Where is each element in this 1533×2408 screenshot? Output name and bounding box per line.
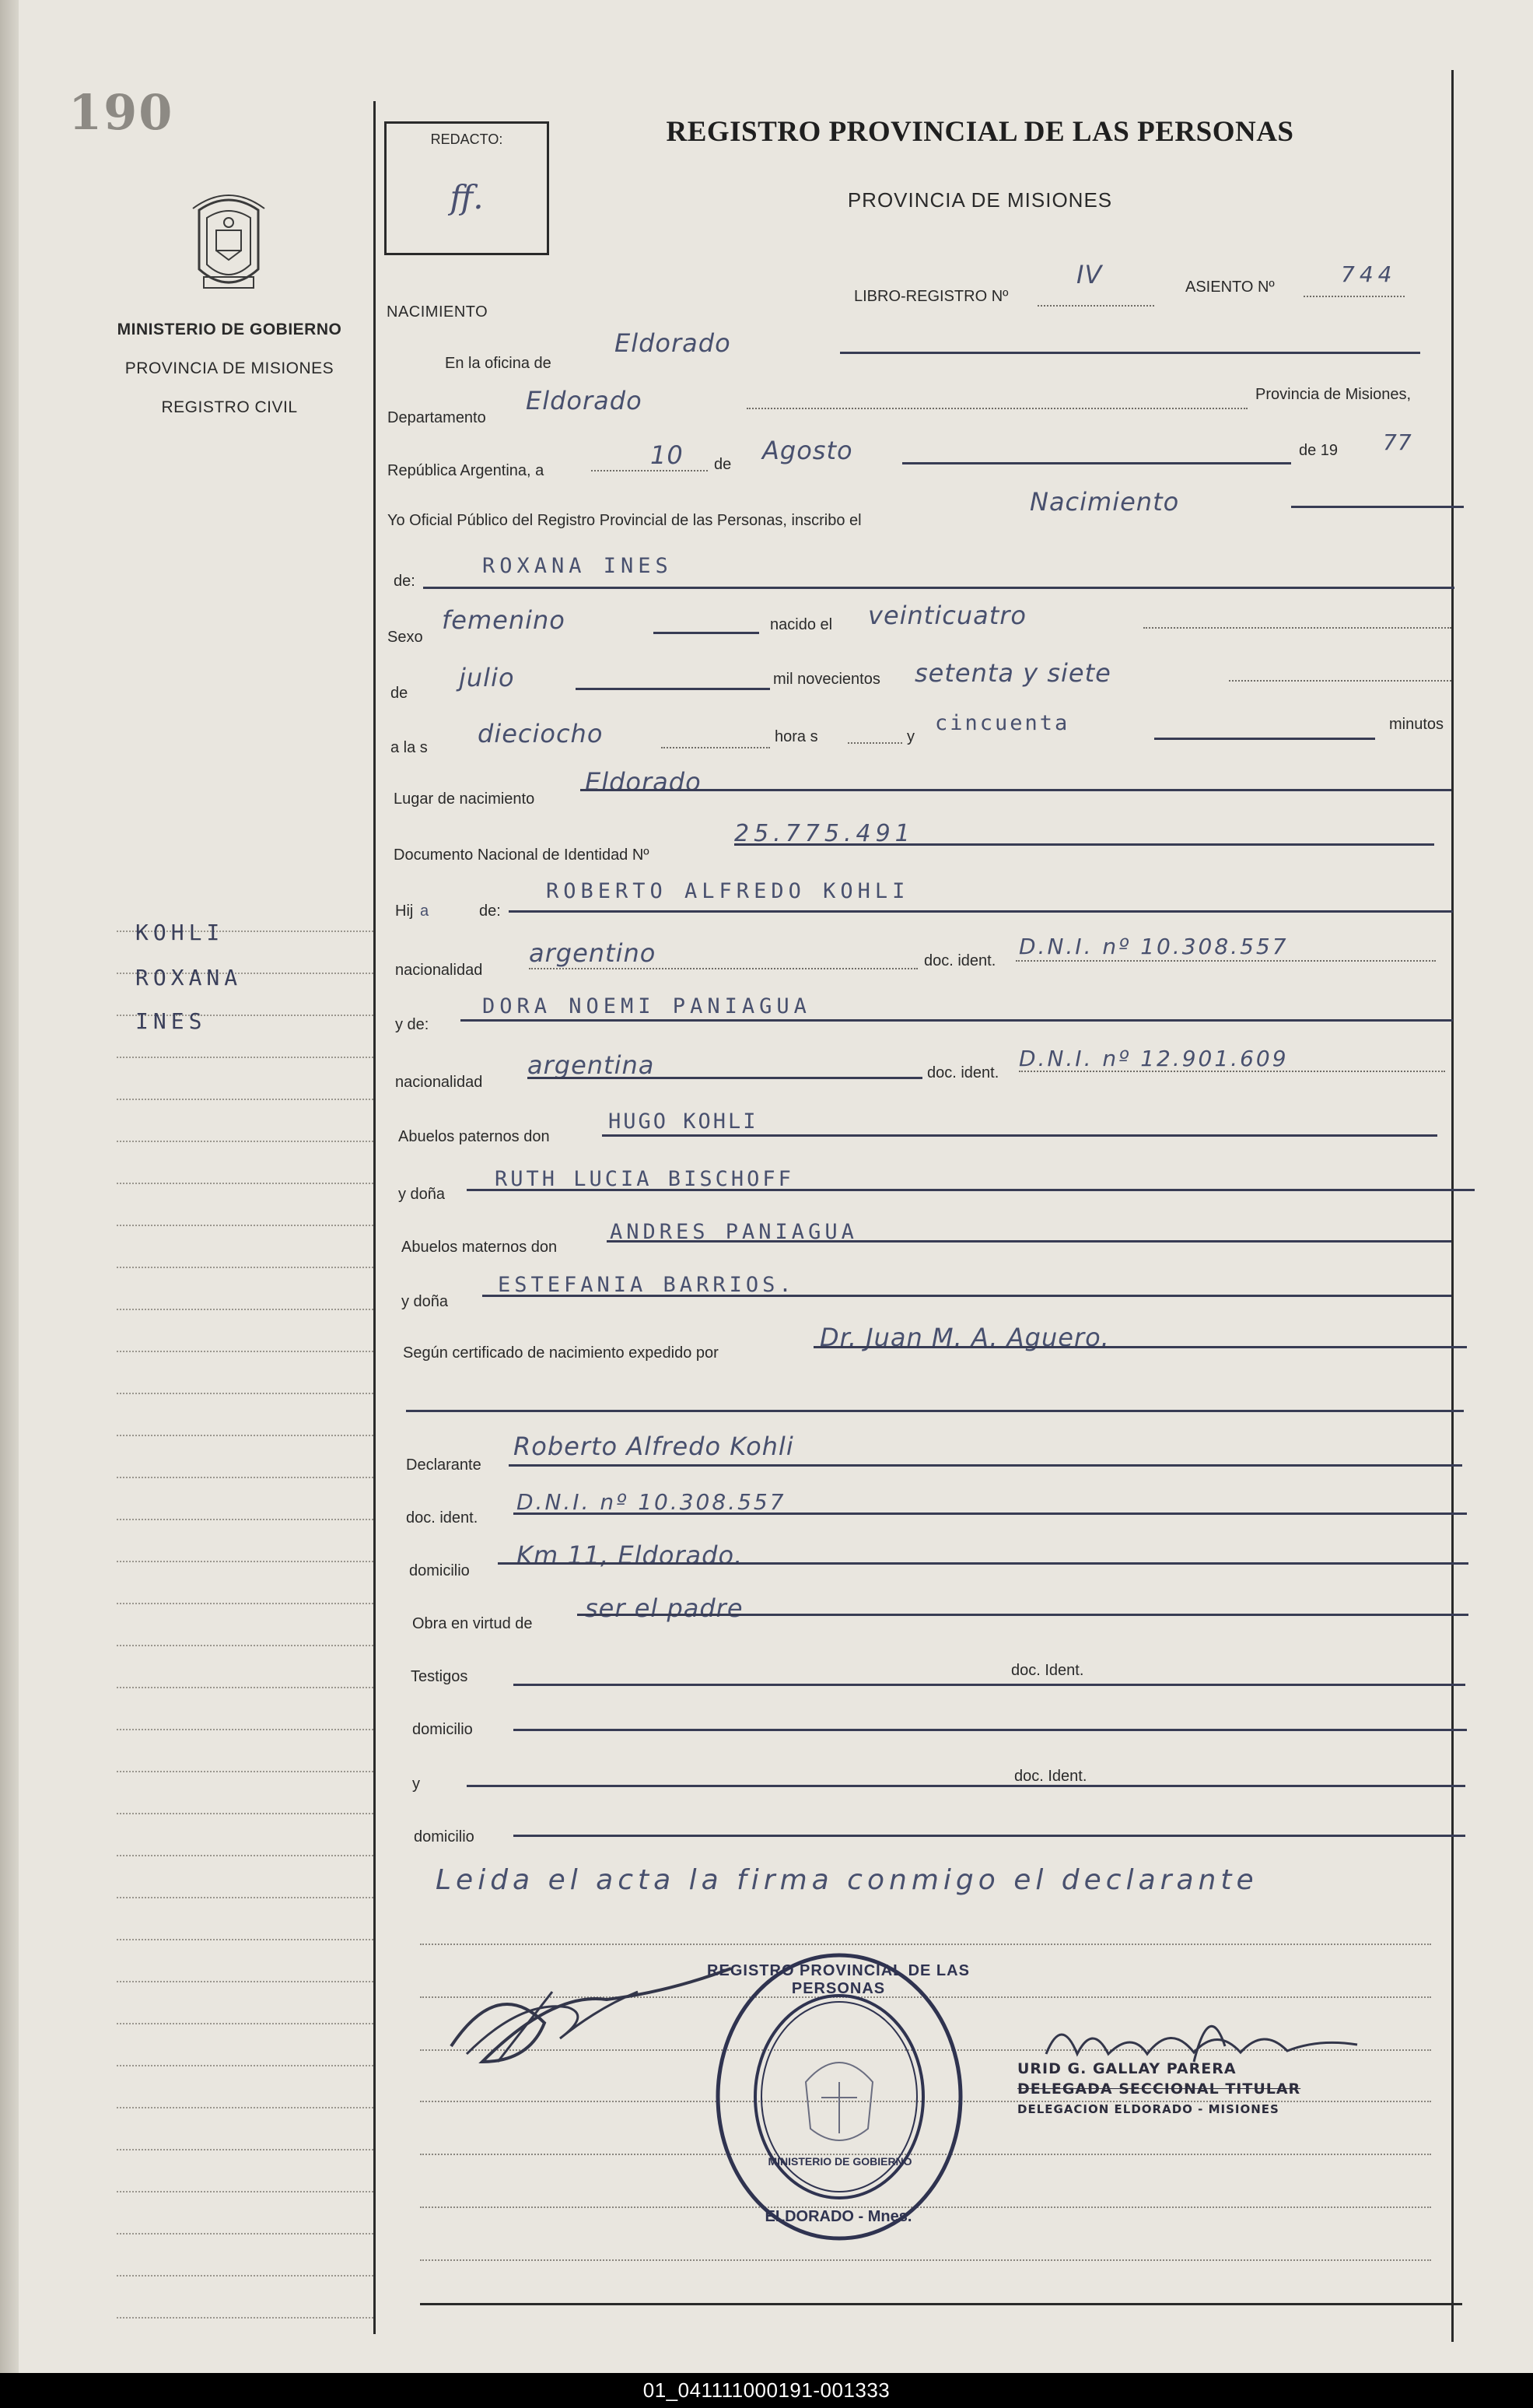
certificado-line-2 (406, 1410, 1464, 1412)
madre-label: y de: (395, 1016, 429, 1033)
testigos-label: Testigos (411, 1668, 468, 1685)
abuela-pat-label: y doña (398, 1186, 446, 1203)
libro-dots (1038, 305, 1154, 307)
abuelos-pat-value: HUGO KOHLI (608, 1109, 758, 1134)
province-heading: PROVINCIA DE MISIONES (124, 359, 334, 377)
obra-label: Obra en virtud de (412, 1615, 533, 1632)
registry-subtitle: PROVINCIA DE MISIONES (847, 188, 1113, 212)
abuelos-pat-line (602, 1134, 1437, 1137)
testigos-line (513, 1684, 1465, 1686)
doc-madre-dots (1019, 1071, 1445, 1072)
departamento-suffix: Provincia de Misiones, (1255, 386, 1412, 403)
domicilio-label: domicilio (409, 1562, 470, 1579)
nac-padre-label: nacionalidad (395, 962, 483, 979)
padre-gender-suffix: a (420, 903, 429, 920)
bottom-rule (420, 2303, 1462, 2305)
mil-dots (1229, 680, 1451, 682)
coat-of-arms-icon (177, 185, 280, 302)
oficina-line (840, 352, 1420, 354)
dom2-line (513, 1729, 1467, 1731)
redacto-label: REDACTO: (430, 131, 503, 147)
footer-id: 01_041111000191-001333 (0, 2373, 1533, 2408)
libro-label: LIBRO-REGISTRO Nº (854, 288, 1009, 305)
lugar-line (580, 789, 1451, 791)
abuela-pat-value: RUTH LUCIA BISCHOFF (495, 1167, 794, 1191)
lugar-value: Eldorado (585, 767, 702, 797)
left-margin-rule (373, 101, 376, 2334)
declarante-line (509, 1464, 1462, 1467)
abuela-mat-line (482, 1295, 1451, 1297)
abuela-mat-label: y doña (401, 1293, 449, 1310)
mil-value: setenta y siete (915, 658, 1111, 688)
abuelos-mat-line (607, 1240, 1451, 1243)
padre-line (509, 910, 1453, 913)
fecha-day-dots (591, 470, 708, 471)
certificado-value: Dr. Juan M. A. Aguero. (820, 1323, 1110, 1352)
dom3-label: domicilio (414, 1828, 474, 1845)
fecha-label: República Argentina, a (387, 462, 544, 479)
dom3-line (513, 1835, 1465, 1837)
doc-padre-label: doc. ident. (924, 952, 996, 969)
redacto-initials: ff. (450, 178, 484, 216)
oficina-value: Eldorado (614, 328, 731, 358)
obra-line (577, 1614, 1468, 1616)
nac-padre-dots (529, 968, 918, 969)
seal-inner-text: MINISTERIO DE GOBIERNO (768, 2155, 912, 2168)
asiento-value: 744 (1341, 261, 1397, 287)
minutos-label: minutos (1389, 716, 1444, 733)
seal-outer-text: REGISTRO PROVINCIAL DE LAS PERSONAS (707, 1962, 970, 1997)
dni-line (734, 843, 1434, 846)
declarant-signature (436, 1945, 747, 2077)
margin-middle-name: INES (135, 1008, 207, 1034)
de-value: ROXANA INES (482, 554, 673, 578)
nacido-value: veinticuatro (868, 601, 1027, 630)
horas-label: hora s (775, 728, 818, 745)
hora-minutes: cincuenta (935, 711, 1070, 735)
domicilio-value: Km 11, Eldorado. (516, 1540, 744, 1570)
departamento-label: Departamento (387, 409, 486, 426)
doc-padre-dots (1016, 960, 1436, 962)
sexo-line (653, 632, 759, 634)
hora-hours: dieciocho (478, 719, 604, 748)
madre-value: DORA NOEMI PANIAGUA (482, 994, 811, 1018)
registry-heading: REGISTRO CIVIL (161, 398, 298, 416)
margin-given-name: ROXANA (135, 965, 243, 990)
abuelos-mat-value: ANDRES PANIAGUA (610, 1220, 858, 1244)
fecha-de1: de (714, 456, 732, 473)
doc-padre-value: D.N.I. nº 10.308.557 (1019, 934, 1289, 959)
sexo-label: Sexo (387, 629, 423, 646)
act-type-label: NACIMIENTO (387, 303, 488, 321)
hora-label: a la s (390, 739, 428, 756)
decl-doc-value: D.N.I. nº 10.308.557 (516, 1489, 786, 1515)
registry-title: REGISTRO PROVINCIAL DE LAS PERSONAS (666, 116, 1294, 148)
certificado-line (814, 1346, 1467, 1348)
asiento-label: ASIENTO Nº (1185, 279, 1275, 296)
domicilio-line (498, 1562, 1468, 1565)
abuelos-mat-label: Abuelos maternos don (401, 1239, 558, 1256)
redacto-box (384, 121, 549, 255)
dni-label: Documento Nacional de Identidad Nº (394, 846, 649, 864)
abuela-pat-line (467, 1189, 1475, 1191)
closing-statement: Leida el acta la firma conmigo el declarante (436, 1864, 1258, 1896)
nac-padre-value: argentino (529, 938, 656, 968)
oficial-value: Nacimiento (1030, 487, 1180, 517)
nac-madre-value: argentina (527, 1050, 655, 1080)
madre-line (460, 1019, 1453, 1022)
dni-value: 25.775.491 (734, 820, 915, 847)
departamento-dots (747, 408, 1248, 409)
sexo-value: femenino (442, 605, 565, 635)
declarante-value: Roberto Alfredo Kohli (513, 1432, 794, 1461)
doc-madre-value: D.N.I. nº 12.901.609 (1019, 1046, 1289, 1071)
asiento-dots (1304, 296, 1405, 297)
nac-madre-line (527, 1077, 922, 1079)
fecha-day: 10 (650, 440, 684, 470)
oficial-label: Yo Oficial Público del Registro Provincial de las Personas, inscribo el (387, 512, 862, 529)
fecha-de2: de 19 (1299, 442, 1339, 459)
right-margin-rule (1451, 70, 1454, 2342)
body-ruled-line (420, 2259, 1431, 2261)
page-edge (0, 0, 19, 2373)
fecha-year: 77 (1383, 429, 1412, 455)
margin-ruled-lines (117, 931, 373, 2359)
mes-line (576, 688, 770, 690)
decl-doc-line (513, 1512, 1467, 1515)
y-doc-label: doc. Ident. (1014, 1768, 1087, 1785)
stamp-title: DELEGADA SECCIONAL TITULAR (1017, 2080, 1301, 2098)
ministry-heading: MINISTERIO DE GOBIERNO (117, 321, 342, 338)
minutos-line (1154, 738, 1375, 740)
de-label: de: (394, 573, 415, 590)
mes-value: julio (459, 663, 515, 692)
padre-value: ROBERTO ALFREDO KOHLI (546, 879, 910, 903)
horas-dots (848, 742, 902, 744)
hora-y-label: y (907, 728, 915, 745)
obra-value: ser el padre (585, 1593, 744, 1623)
fecha-month: Agosto (762, 436, 853, 465)
abuela-mat-value: ESTEFANIA BARRIOS. (498, 1273, 796, 1297)
lugar-label: Lugar de nacimiento (394, 790, 535, 808)
libro-value: IV (1076, 260, 1103, 289)
testigos-doc-label: doc. Ident. (1011, 1662, 1084, 1679)
y-label: y (412, 1775, 420, 1793)
page-number: 190 (68, 84, 174, 141)
oficina-label: En la oficina de (445, 355, 551, 372)
departamento-value: Eldorado (526, 386, 642, 415)
y-line (467, 1785, 1465, 1787)
seal-bottom-text: ELDORADO - Mnes. (765, 2208, 912, 2225)
padre-hij-label: Hij (395, 903, 414, 920)
decl-doc-label: doc. ident. (406, 1509, 478, 1526)
doc-madre-label: doc. ident. (927, 1064, 999, 1081)
hora-dots (661, 747, 770, 748)
fecha-line (902, 462, 1291, 464)
de-underline (423, 587, 1454, 589)
declarante-label: Declarante (406, 1456, 481, 1474)
margin-surname: KOHLI (135, 920, 225, 945)
abuelos-pat-label: Abuelos paternos don (398, 1128, 550, 1145)
nacido-dots (1143, 627, 1451, 629)
dom2-label: domicilio (412, 1721, 473, 1738)
certificado-label: Según certificado de nacimiento expedido por (403, 1344, 719, 1362)
nac-madre-label: nacionalidad (395, 1074, 483, 1091)
padre-de-label: de: (479, 903, 501, 920)
nacido-label: nacido el (770, 616, 833, 633)
stamp-office: DELEGACION ELDORADO - MISIONES (1017, 2102, 1279, 2116)
stamp-name: URID G. GALLAY PARERA (1017, 2060, 1237, 2077)
mil-label: mil novecientos (773, 671, 880, 688)
mes-label: de (390, 685, 408, 702)
oficial-line (1291, 506, 1464, 508)
